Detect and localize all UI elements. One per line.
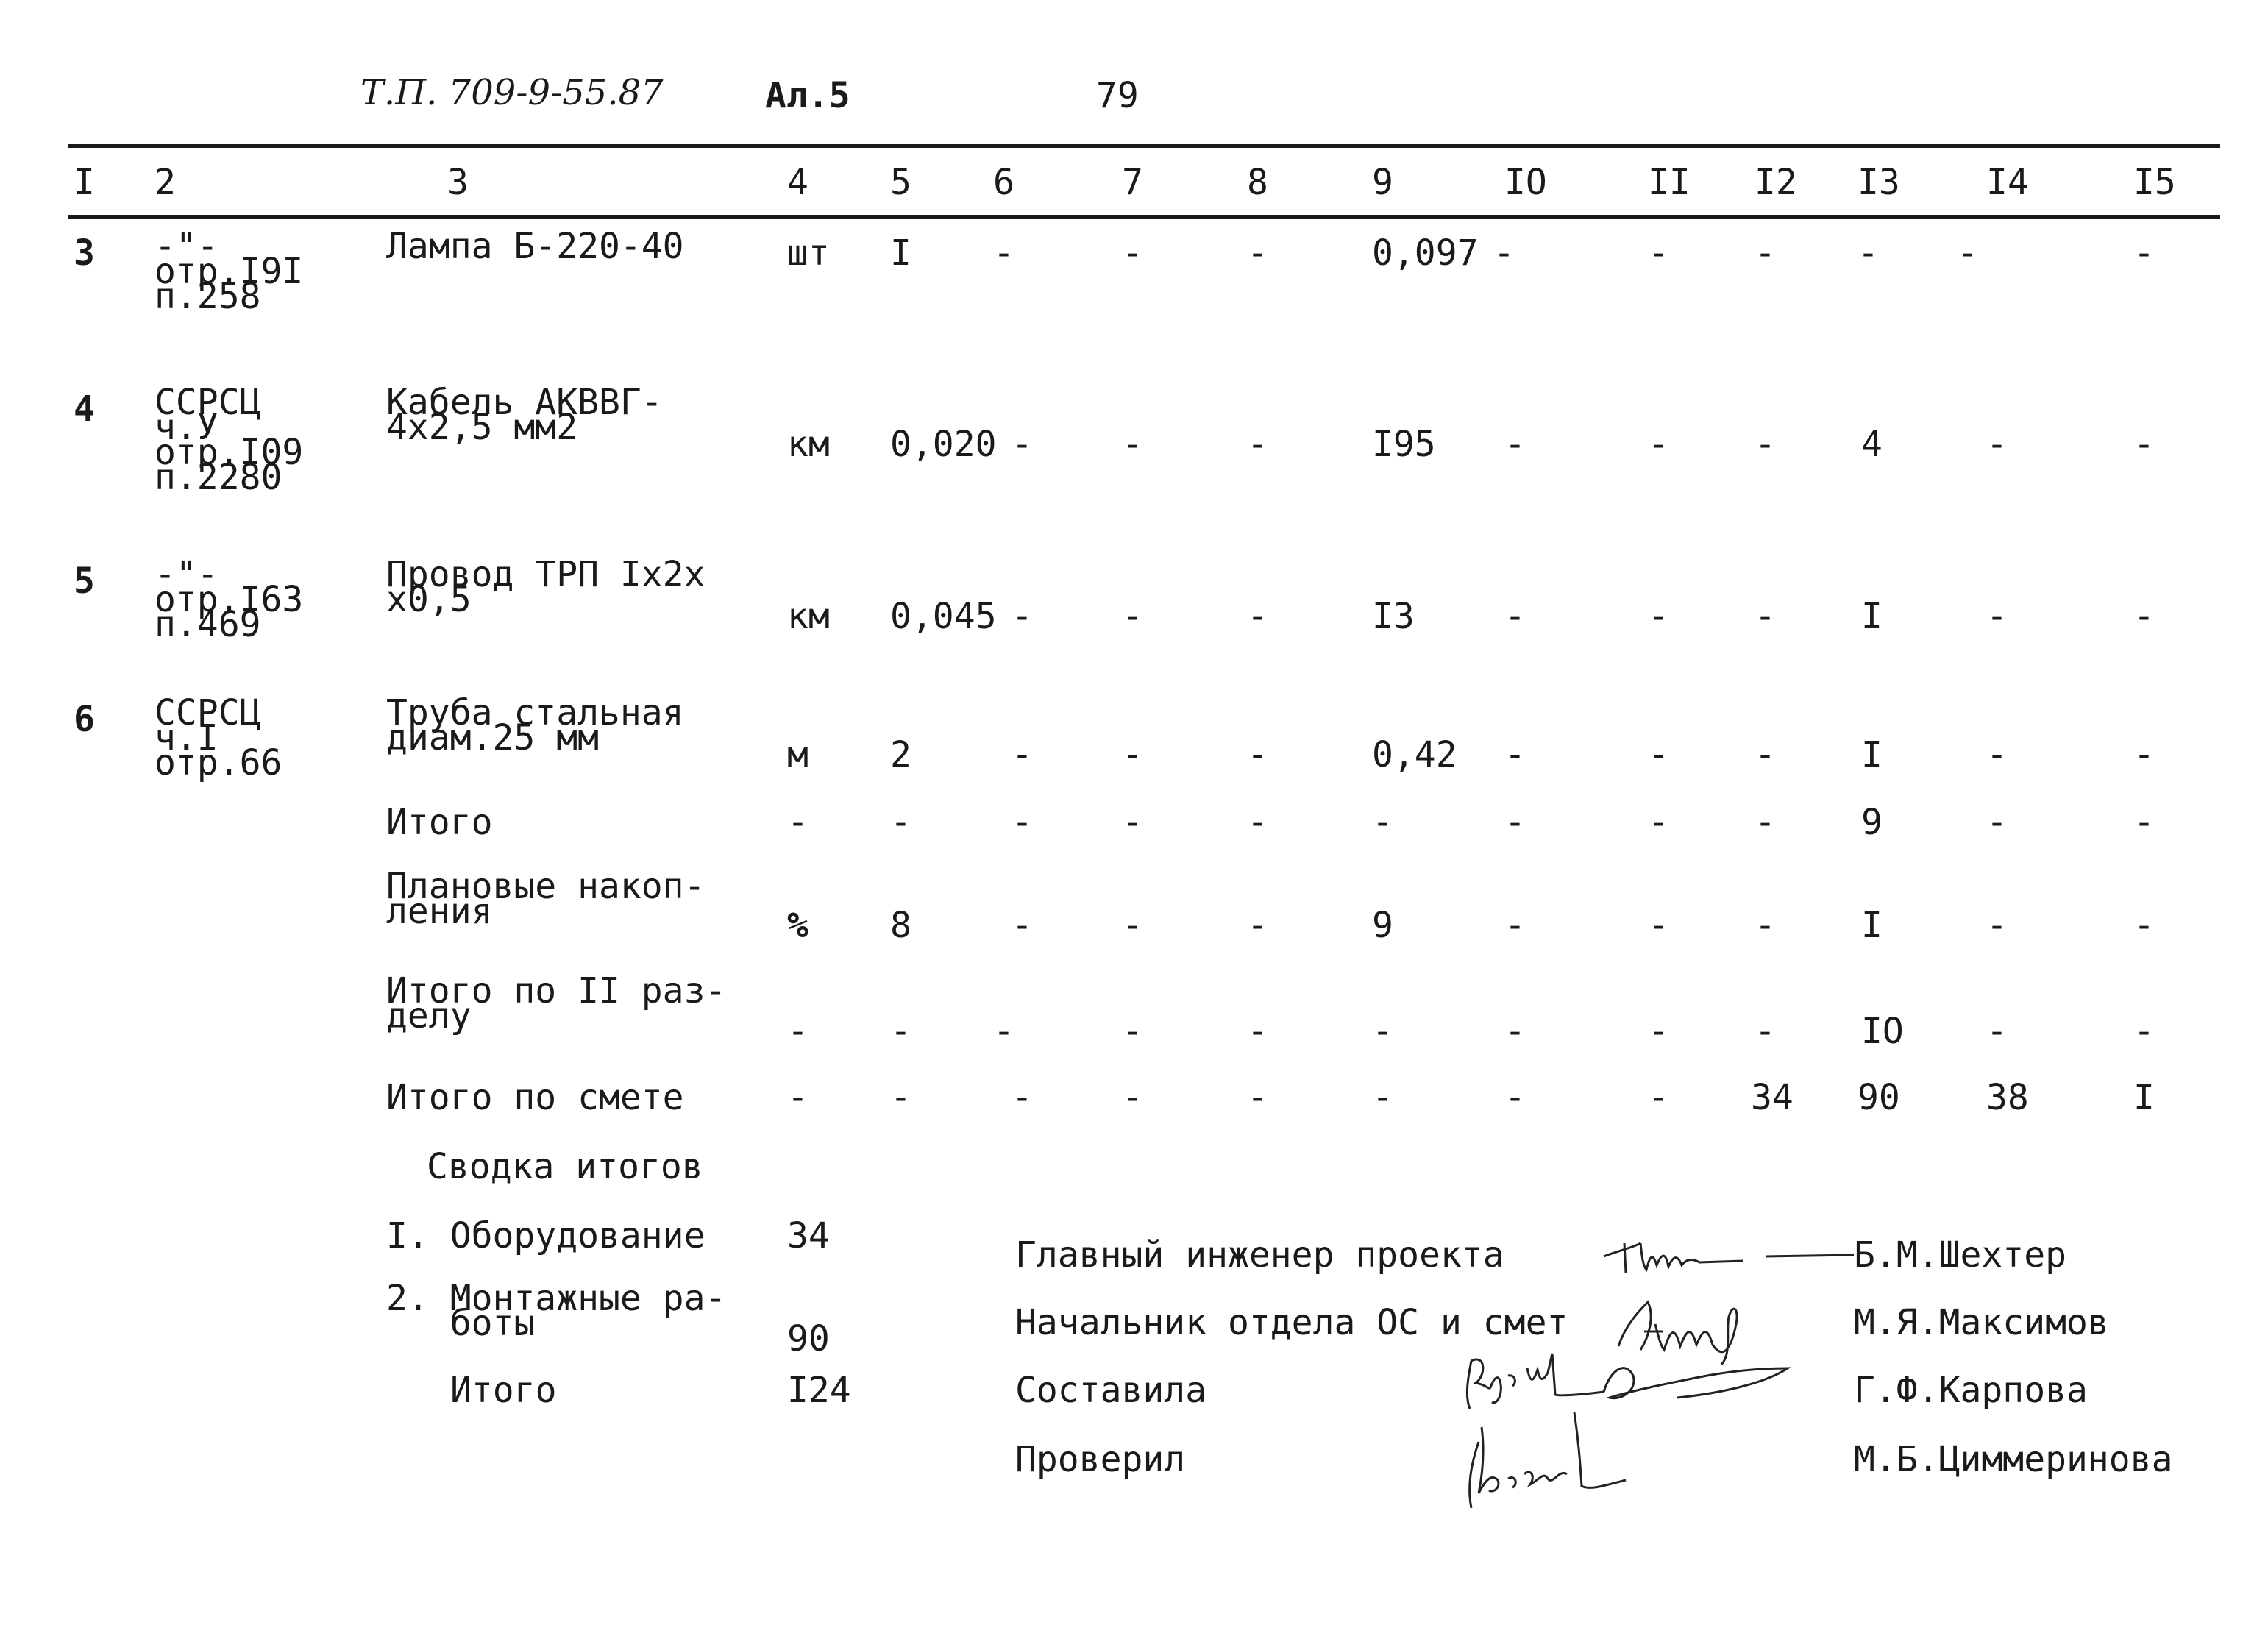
cell-c15: I — [2133, 1077, 2155, 1118]
summary-title: Сводка итогов — [427, 1146, 703, 1187]
doc-number: Т.П. 709-9-55.87 — [360, 72, 664, 113]
summary-item-value: 34 — [787, 1215, 830, 1256]
cell-c7: - — [1122, 232, 1143, 274]
cell-c7: - — [1122, 734, 1143, 775]
column-header: 4 — [787, 162, 808, 203]
column-header: 9 — [1372, 162, 1393, 203]
cell-c13: 90 — [1858, 1077, 1900, 1118]
cell-c5: 0,020 — [890, 424, 997, 465]
summary-item-value: 90 — [787, 1318, 830, 1359]
unit-cell: км — [787, 596, 830, 637]
unit-cell: шт — [787, 232, 830, 274]
cell-c10: - — [1504, 596, 1526, 637]
summary-item-label: Итого — [450, 1370, 557, 1411]
handwritten-signature — [1457, 1398, 1677, 1523]
cell-c5: - — [890, 1077, 911, 1118]
cell-c15: - — [2133, 424, 2155, 465]
cell-c13: I — [1861, 596, 1883, 637]
cell-c12: 34 — [1751, 1077, 1794, 1118]
cell-c5: 2 — [890, 734, 911, 775]
item-name: Итого по смете — [386, 1077, 684, 1118]
cell-c13: IO — [1861, 1011, 1904, 1052]
cell-c7: - — [1122, 802, 1143, 843]
cell-c7: - — [1122, 1077, 1143, 1118]
cell-c7: - — [1122, 424, 1143, 465]
cell-c12: - — [1755, 802, 1776, 843]
cell-c8: - — [1247, 1077, 1268, 1118]
column-header: 3 — [447, 162, 469, 203]
cell-c11: - — [1648, 232, 1669, 274]
row-number: 4 — [74, 388, 95, 430]
item-name: Итого — [386, 802, 493, 843]
cell-c8: - — [1247, 1011, 1268, 1052]
column-header: I4 — [1986, 162, 2029, 203]
cell-c9: 0,097 — [1372, 232, 1479, 274]
cell-c11: - — [1648, 1011, 1669, 1052]
row-number: 6 — [74, 699, 95, 740]
cell-c11: - — [1648, 905, 1669, 946]
column-header: I3 — [1858, 162, 1900, 203]
cell-c12: - — [1755, 232, 1776, 274]
table-top-rule — [68, 144, 2220, 148]
norm-reference: ССРСЦ ч.У отр.I09 п.2280 — [154, 382, 304, 498]
cell-c11: - — [1648, 734, 1669, 775]
item-name: Итого по II раз- делу — [386, 970, 727, 1036]
cell-c7: - — [1122, 1011, 1143, 1052]
signature-role: Составила — [1015, 1370, 1207, 1411]
item-name: Провод ТРП Iх2х х0,5 — [386, 554, 705, 620]
cell-c10: - — [1493, 232, 1515, 274]
cell-c8: - — [1247, 232, 1268, 274]
cell-c6: - — [1012, 424, 1033, 465]
cell-c14: 38 — [1986, 1077, 2029, 1118]
cell-c10: - — [1504, 905, 1526, 946]
cell-c9: 0,42 — [1372, 734, 1457, 775]
summary-item-value: I24 — [787, 1370, 851, 1411]
column-header: 7 — [1122, 162, 1143, 203]
cell-c6: - — [993, 232, 1014, 274]
signature-role: Начальник отдела ОС и смет — [1015, 1302, 1568, 1343]
album-label: Ал.5 — [765, 75, 850, 116]
cell-c12: - — [1755, 1011, 1776, 1052]
cell-c11: - — [1648, 802, 1669, 843]
cell-c8: - — [1247, 734, 1268, 775]
cell-c15: - — [2133, 1011, 2155, 1052]
cell-c12: - — [1755, 905, 1776, 946]
unit-cell: % — [787, 905, 808, 946]
cell-c9: 9 — [1372, 905, 1393, 946]
cell-c10: - — [1504, 734, 1526, 775]
cell-c8: - — [1247, 424, 1268, 465]
cell-c15: - — [2133, 734, 2155, 775]
cell-c5: I — [890, 232, 911, 274]
item-name: Лампа Б-220-40 — [386, 226, 684, 267]
cell-c11: - — [1648, 424, 1669, 465]
cell-c9: - — [1372, 1011, 1393, 1052]
signature-name: Г.Ф.Карпова — [1854, 1370, 2088, 1411]
cell-c5: 0,045 — [890, 596, 997, 637]
cell-c5: - — [890, 1011, 911, 1052]
cell-c15: - — [2133, 802, 2155, 843]
item-name: Плановые накоп- ления — [386, 866, 705, 932]
cell-c13: - — [1858, 232, 1879, 274]
cell-c13: I — [1861, 905, 1883, 946]
cell-c11: - — [1648, 1077, 1669, 1118]
cell-c13: 4 — [1861, 424, 1883, 465]
item-name: Труба стальная диам.25 мм — [386, 692, 684, 758]
signature-name: Б.М.Шехтер — [1854, 1234, 2066, 1276]
handwritten-signature — [1596, 1221, 1861, 1280]
unit-cell: - — [787, 1077, 808, 1118]
norm-reference: -"- отр.I9I п.258 — [154, 226, 304, 317]
unit-cell: км — [787, 424, 830, 465]
column-header: 8 — [1247, 162, 1268, 203]
cell-c14: - — [1986, 734, 2008, 775]
cell-c6: - — [1012, 596, 1033, 637]
cell-c15: - — [2133, 232, 2155, 274]
cell-c5: 8 — [890, 905, 911, 946]
cell-c14: - — [1986, 905, 2008, 946]
column-header: 2 — [154, 162, 176, 203]
signature-name: М.Б.Циммеринова — [1854, 1439, 2173, 1480]
signature-role: Главный инженер проекта — [1015, 1234, 1504, 1276]
cell-c14: - — [1957, 232, 1978, 274]
cell-c9: I3 — [1372, 596, 1415, 637]
column-header: 6 — [993, 162, 1014, 203]
unit-cell: м — [787, 734, 808, 775]
row-number: 3 — [74, 232, 95, 274]
norm-reference: -"- отр.I63 п.469 — [154, 554, 304, 645]
page-number: 79 — [1096, 75, 1139, 116]
summary-item-label: I. Оборудование — [386, 1215, 705, 1256]
cell-c13: 9 — [1861, 802, 1883, 843]
cell-c10: - — [1504, 802, 1526, 843]
cell-c7: - — [1122, 596, 1143, 637]
column-header: 5 — [890, 162, 911, 203]
cell-c6: - — [1012, 905, 1033, 946]
column-header: IO — [1504, 162, 1547, 203]
cell-c7: - — [1122, 905, 1143, 946]
cell-c6: - — [1012, 1077, 1033, 1118]
cell-c14: - — [1986, 596, 2008, 637]
cell-c13: I — [1861, 734, 1883, 775]
cell-c8: - — [1247, 596, 1268, 637]
row-number: 5 — [74, 561, 95, 602]
cell-c9: - — [1372, 1077, 1393, 1118]
cell-c12: - — [1755, 596, 1776, 637]
cell-c8: - — [1247, 802, 1268, 843]
cell-c12: - — [1755, 734, 1776, 775]
column-header: I5 — [2133, 162, 2176, 203]
cell-c6: - — [993, 1011, 1014, 1052]
cell-c8: - — [1247, 905, 1268, 946]
unit-cell: - — [787, 802, 808, 843]
cell-c6: - — [1012, 734, 1033, 775]
summary-item-label: 2. Монтажные ра- боты — [386, 1278, 727, 1344]
cell-c14: - — [1986, 1011, 2008, 1052]
norm-reference: ССРСЦ ч.I отр.66 — [154, 692, 282, 783]
header-bottom-rule — [68, 215, 2220, 219]
cell-c15: - — [2133, 596, 2155, 637]
signature-name: М.Я.Максимов — [1854, 1302, 2109, 1343]
cell-c6: - — [1012, 802, 1033, 843]
cell-c14: - — [1986, 424, 2008, 465]
column-header: I2 — [1755, 162, 1797, 203]
signature-role: Проверил — [1015, 1439, 1186, 1480]
cell-c10: - — [1504, 1077, 1526, 1118]
cell-c9: - — [1372, 802, 1393, 843]
cell-c9: I95 — [1372, 424, 1436, 465]
cell-c10: - — [1504, 424, 1526, 465]
column-header: I — [74, 162, 95, 203]
cell-c10: - — [1504, 1011, 1526, 1052]
cell-c15: - — [2133, 905, 2155, 946]
column-header: II — [1648, 162, 1691, 203]
cell-c12: - — [1755, 424, 1776, 465]
cell-c11: - — [1648, 596, 1669, 637]
cell-c14: - — [1986, 802, 2008, 843]
item-name: Кабель АКВВГ- 4х2,5 мм2 — [386, 382, 663, 448]
cell-c5: - — [890, 802, 911, 843]
unit-cell: - — [787, 1011, 808, 1052]
